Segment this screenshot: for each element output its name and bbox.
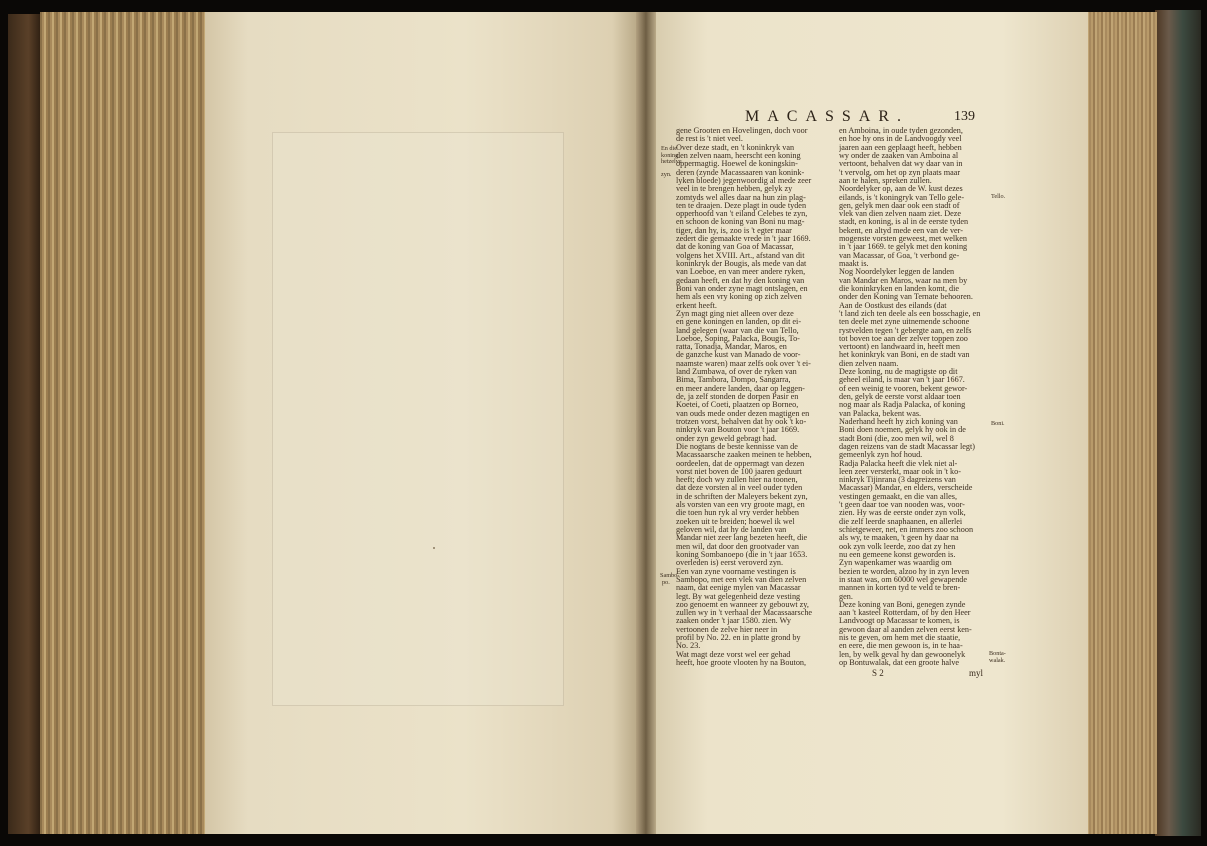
text-line: Macassaarsche zaaken meinen te hebben, xyxy=(676,450,812,460)
text-line: geloven wil, dat hy de landen van xyxy=(676,525,787,534)
text-line: 't land zich ten deele als een bosschagie, en xyxy=(839,308,981,318)
text-line: stadt Boni (die, zoo men wil, wel 8 xyxy=(839,433,954,443)
text-line: 't geen daar toe van nooden was, voor- xyxy=(839,500,965,510)
text-line: onder zyn geweld gebragt had. xyxy=(676,433,777,443)
text-line: heeft; doch wy zullen hier na toonen, xyxy=(676,475,798,485)
text-line: gen, gelyk men daar ook een stadt of xyxy=(839,200,960,210)
text-line: Die nogtans de beste kennisse van de xyxy=(676,441,798,451)
text-line: Deze koning van Boni, genegen zynde xyxy=(839,599,966,609)
text-line: bezien te worden, alzoo hy in zyn leven xyxy=(839,566,970,576)
book-cover-left xyxy=(8,14,42,834)
text-line: Nog Noordelyker leggen de landen xyxy=(839,267,955,277)
text-line: mogenste vorsten geweest, met welken xyxy=(839,234,968,244)
text-line: ninkryk Tijinrana (3 dagreizens van xyxy=(839,475,956,485)
text-line: dat de koning van Goa of Macassar, xyxy=(676,242,794,252)
text-line: schietgeweer, net, en immers zoo schoon xyxy=(839,525,974,534)
text-line: hem als een vry koning op zich zelven xyxy=(676,292,802,302)
text-line: als wy, te maaken, 't geen hy daar na xyxy=(839,533,959,543)
text-line: rystvelden tegen 't gebergte aan, en zelfs xyxy=(839,325,972,335)
text-line: jaaren aan een geplaagt heeft, hebben xyxy=(839,142,962,152)
text-line: naamste waren) maar zelfs ook over 't ei- xyxy=(676,358,811,368)
text-line: in staat was, om 60000 wel gewapende xyxy=(839,574,968,584)
text-line: erkent heeft. xyxy=(676,300,717,310)
text-line: wy onder de zaaken van Amboina al xyxy=(839,150,959,160)
text-line: No. 23. xyxy=(676,641,701,651)
text-line: de ganzche kust van Manado de voor- xyxy=(676,350,801,360)
text-line: men wil, dat door den grootvader van xyxy=(676,541,800,551)
text-line: volgens het XVIII. Art., afstand van dit xyxy=(676,250,805,260)
text-line: maakt is. xyxy=(839,259,869,268)
text-line: tot boven toe aan der zelver toppen zoo xyxy=(839,333,968,343)
running-title: MACASSAR. xyxy=(745,108,910,125)
text-line: dagen reizens van de stadt Macassar legt) xyxy=(839,441,975,451)
text-line: Zyn wapenkamer was waardig om xyxy=(839,558,952,568)
text-line: gewoon daar al aanden zelven eerst ken- xyxy=(839,624,972,634)
text-line: zedert die gemaakte vrede in 't jaar 1669. xyxy=(676,234,811,244)
text-line: geheel eiland, is maar van 't jaar 1667. xyxy=(839,375,965,385)
text-line: en gene koningen en landen, op dit ei- xyxy=(676,317,802,327)
margin-note-bontawalak: Bonta- xyxy=(989,650,1006,657)
text-line: zomtyds wel alles daar na hun zin plag- xyxy=(676,192,806,202)
plate-mark xyxy=(433,547,435,549)
text-line: in 't jaar 1669. te gelyk met den koning xyxy=(839,242,968,252)
text-line: zaaken onder 't jaar 1580. zien. Wy xyxy=(676,616,791,626)
text-line: vertoonen de zelve hier neer in xyxy=(676,624,778,634)
text-line: ten te draajen. Deze plagt in oude tyden xyxy=(676,200,807,210)
text-line: of een weinig te vooren, bekent gewor- xyxy=(839,383,968,393)
text-line: oordeelen, dat de oppermagt van dezen xyxy=(676,458,805,468)
text-line: Koetei, of Coeti, plaatzen op Borneo, xyxy=(676,400,799,410)
text-line: nis te geven, om hem met die staatie, xyxy=(839,633,961,643)
text-line: Wat magt deze vorst wel eer gehad xyxy=(676,649,791,659)
text-line: 't vervolg, om het op zyn plaats maar xyxy=(839,167,961,177)
text-line: leen zeer versterkt, maar ook in 't ko- xyxy=(839,466,961,476)
margin-note-sambopo: Sambo- xyxy=(660,572,680,579)
text-line: veel in te brengen hebben, gelyk zy xyxy=(676,184,793,194)
text-line: van Palacka, bekent was. xyxy=(839,408,922,418)
text-line: die toen hun ryk al vry verder hebben xyxy=(676,508,799,518)
text-line: Aan de Oostkust des eilands (dat xyxy=(839,300,947,310)
text-line: overleden is) eerst veroverd zyn. xyxy=(676,558,784,568)
text-line: nog maar als Radja Palacka, of koning xyxy=(839,400,966,410)
text-line: de, ja zelf stonden de dorpen Pasir en xyxy=(676,392,799,401)
text-line: Loeboe, Soping, Palacka, Bougis, To- xyxy=(676,333,800,343)
page-edges-right xyxy=(1085,12,1157,834)
text-line: van Mandar en Maros, waar na men by xyxy=(839,275,968,285)
text-line: oppermagtig. Hoewel de koningskin- xyxy=(676,159,798,169)
catchword: myl xyxy=(969,668,984,678)
text-line: Boni van onder zyne magt ontslagen, en xyxy=(676,283,808,293)
text-line: Mandar niet zeer lang bezeten heeft, die xyxy=(676,533,808,543)
text-line: gemeenlyk zyn hof houd. xyxy=(839,450,923,460)
text-line: van Loeboe, en van meer andere ryken, xyxy=(676,267,806,277)
text-line: bekent, en altyd mede een van de ver- xyxy=(839,225,963,235)
text-line: Deze koning, nu de magtigste op dit xyxy=(839,367,958,377)
text-line: koning Sombanoepo (die in 't jaar 1653. xyxy=(676,549,808,559)
text-line: op Bontuwalak, dat een groote halve xyxy=(839,658,960,667)
margin-note-tello: Tello. xyxy=(991,193,1006,200)
text-line: tiger, dan hy, is, zoo is 't egter maar xyxy=(676,225,792,235)
text-line: zien. Hy was de eerste onder zyn volk, xyxy=(839,508,966,518)
text-line: vlek van dien zelven naam ziet. Deze xyxy=(839,209,962,219)
text-line: land Zumbawa, of over de ryken van xyxy=(676,367,797,377)
margin-note-bontawalak-cont: walak. xyxy=(989,657,1006,664)
text-line: Over deze stadt, en 't koninkryk van xyxy=(676,142,795,152)
text-line: land gelegen (waar van die van Tello, xyxy=(676,325,799,335)
text-line: ten deele met zyne uitnemende schoone xyxy=(839,317,970,327)
text-line: Radja Palacka heeft die vlek niet al- xyxy=(839,458,958,468)
text-line: vertoont, behalven dat wy daar van in xyxy=(839,159,963,169)
text-column-right xyxy=(839,127,987,675)
text-line: die koninkryken en landen komt, die xyxy=(839,283,960,293)
margin-note-sambopo-cont: po. xyxy=(662,579,670,586)
text-line: als vorsten van een vry groote magt, en xyxy=(676,500,805,510)
text-line: den, gelyk de eerste vorst aldaar toen xyxy=(839,392,961,401)
text-line: lyken bloede) jegenwoordig al mede zeer xyxy=(676,175,812,185)
text-line: den zelven naam, heerscht een koning xyxy=(676,150,801,160)
text-line: deren (zynde Macassaaren van konink- xyxy=(676,167,805,177)
signature-mark: S 2 xyxy=(872,668,884,678)
text-line: mannen in korten tyd te veld te bren- xyxy=(839,583,961,593)
text-line: en eere, die men gewoon is, in te haa- xyxy=(839,641,963,651)
margin-note-koning: En die koning hetzelve xyxy=(661,145,682,166)
text-line: dat deze vorsten al in veel ouder tyden xyxy=(676,483,803,493)
text-line: zullen wy in 't verhaal der Macassaarsche xyxy=(676,608,813,618)
text-line: Sambopo, met een vlek van dien zelven xyxy=(676,574,807,584)
text-line: en schoon de koning van Boni nu mag- xyxy=(676,217,805,227)
text-line: Macassar) Mandar, en elders, verscheide xyxy=(839,483,973,493)
text-line: opperhoofd van 't eiland Celebes te zyn, xyxy=(676,209,808,219)
text-line: zoo genoemt en wanneer zy gebouwt zy, xyxy=(676,599,809,609)
text-line: dien zelven naam. xyxy=(839,358,899,368)
page-edges-left xyxy=(40,12,210,834)
text-line: Naderhand heeft hy zich koning van xyxy=(839,416,958,426)
text-line: Boni doen noemen, gelyk hy ook in de xyxy=(839,425,966,435)
text-line: zoeken uit te breiden; hoewel ik wel xyxy=(676,516,795,526)
text-line: aan 't kasteel Rotterdam, of by den Heer xyxy=(839,608,971,618)
text-line: aan te halen, spreken zullen. xyxy=(839,175,932,185)
text-line: gedaan heeft, en dat hy den koning van xyxy=(676,275,805,285)
text-line: Bima, Tambora, Dompo, Sangarra, xyxy=(676,375,791,385)
text-line: die zelf leerde snaphaanen, en allerlei xyxy=(839,516,963,526)
text-line: naam, dat eenige mylen van Macassar xyxy=(676,583,801,593)
margin-note-boni: Boni. xyxy=(991,420,1005,427)
text-line: gene Grooten en Hovelingen, doch voor xyxy=(676,127,808,135)
text-line: vestingen gemaakt, en die van alles, xyxy=(839,491,957,501)
text-line: len, by welk geval hy dan gewoonelyk xyxy=(839,649,966,659)
text-line: in de schriften der Maleyers bekent zyn, xyxy=(676,491,808,501)
text-line: Zyn magt ging niet alleen over deze xyxy=(676,308,794,318)
text-line: stadt, en koning, is al in de eerste tyden xyxy=(839,217,969,227)
text-line: nu een gemeene konst geworden is. xyxy=(839,549,956,559)
text-line: en meer andere landen, daar op leggen- xyxy=(676,383,805,393)
text-line: onder den Koning van Ternate behooren. xyxy=(839,292,973,302)
text-line: vorst niet boven de 100 jaaren geduurt xyxy=(676,466,802,476)
text-column-left xyxy=(676,127,835,675)
text-line: het koninkryk van Boni, en de stadt van xyxy=(839,350,970,360)
text-line: koninkryk der Bougis, als mede van dat xyxy=(676,259,807,268)
text-line: ninkryk van Bouton voor 't jaar 1669. xyxy=(676,425,800,435)
page-header xyxy=(745,108,975,126)
book-cover-right xyxy=(1155,10,1201,836)
plate-impression xyxy=(272,132,564,706)
text-line: en hoe hy ons in de Landvoogdy veel xyxy=(839,134,962,144)
book-gutter xyxy=(636,12,658,834)
text-line: profil by No. 22. en in platte grond by xyxy=(676,633,801,643)
text-line: gen. xyxy=(839,591,853,601)
text-line: legt. By wat gelegenheid deze vesting xyxy=(676,591,801,601)
text-line: Noordelyker op, aan de W. kust dezes xyxy=(839,184,963,194)
text-line: ook zyn volk leerde, zoo dat zy hen xyxy=(839,541,956,551)
text-line: van Macassar, of Goa, 't verbond ge- xyxy=(839,250,960,260)
text-line: heeft, hoe groote vlooten hy na Bouton, xyxy=(676,658,807,667)
page-number: 139 xyxy=(954,109,975,124)
text-line: ratta, Tonadja, Mandar, Maros, en xyxy=(676,342,787,352)
text-line: vertoont) en landwaard in, heeft men xyxy=(839,342,960,352)
text-line: eilands, is 't koningryk van Tello gele- xyxy=(839,192,965,202)
margin-note-zyn: zyn. xyxy=(661,171,672,178)
text-line: trotzen vorst, behalven dat hy ook 't ko- xyxy=(676,416,807,426)
text-line: en Amboina, in oude tyden gezonden, xyxy=(839,127,963,135)
text-line: Landvoogt op Macassar te komen, is xyxy=(839,616,960,626)
text-line: Een van zyne voorname vestingen is xyxy=(676,566,796,576)
text-line: de rest is 't niet veel. xyxy=(676,134,743,144)
text-line: van ouds mede onder dezen magtigen en xyxy=(676,408,810,418)
